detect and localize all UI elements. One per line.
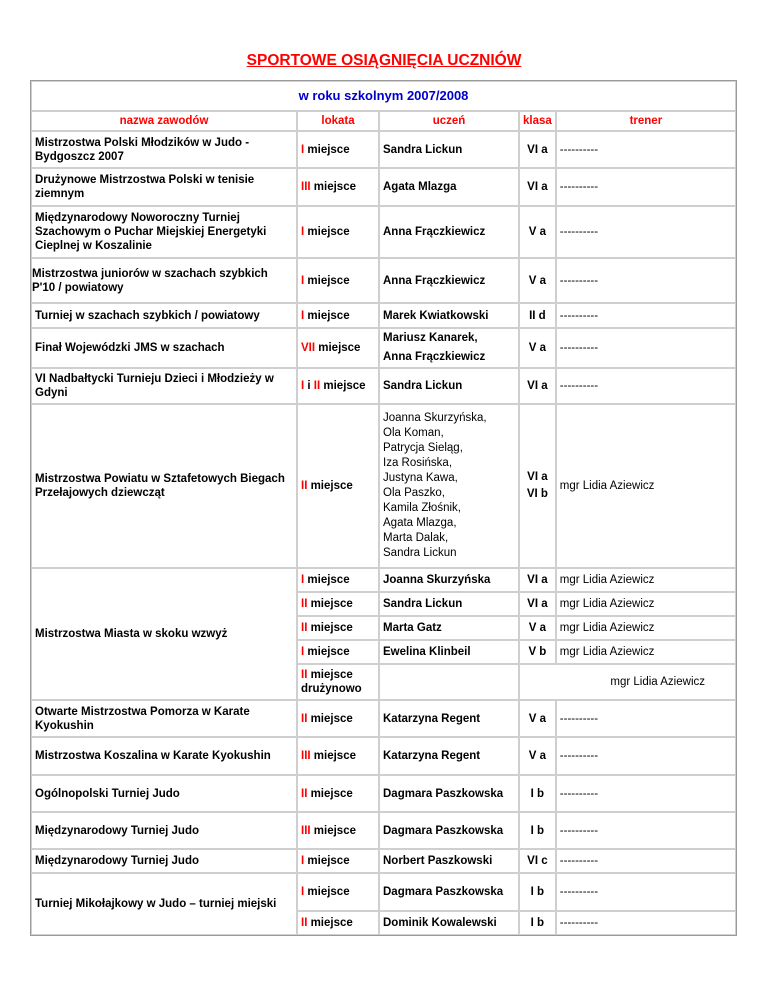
coach-name: mgr Lidia Aziewicz bbox=[556, 616, 736, 640]
placement-rank: II bbox=[313, 380, 321, 392]
competition-name: VI Nadbałtycki Turnieju Dzieci i Młodzieży w Gdyni bbox=[31, 368, 297, 404]
placement-suffix: miejsce bbox=[307, 917, 353, 929]
table-row bbox=[31, 849, 736, 873]
table-row bbox=[31, 131, 736, 168]
competition-name: Mistrzostwa Polski Młodzików w Judo - Bydgoszcz 2007 bbox=[31, 131, 297, 168]
coach-name: ---------- bbox=[556, 131, 736, 168]
placement bbox=[297, 258, 379, 303]
placement-suffix: miejsce bbox=[307, 598, 353, 610]
student-name: Ewelina Klinbeil bbox=[379, 640, 519, 664]
student-name-empty bbox=[379, 664, 519, 700]
placement-suffix: miejsce bbox=[307, 622, 353, 634]
student-name: Sandra Lickun bbox=[383, 547, 457, 559]
placement-suffix: miejsce bbox=[307, 712, 353, 725]
class-label: II d bbox=[519, 303, 556, 328]
coach-name: mgr Lidia Aziewicz bbox=[556, 404, 736, 568]
header-lokata: lokata bbox=[297, 111, 379, 131]
placement-rank: I bbox=[301, 380, 305, 392]
student-name: Norbert Paszkowski bbox=[379, 849, 519, 873]
class-label: V a bbox=[519, 737, 556, 775]
placement bbox=[297, 131, 379, 168]
table-row bbox=[31, 206, 736, 258]
competition-name: Mistrzostwa Koszalina w Karate Kyokushin bbox=[31, 737, 297, 775]
placement-rank: III bbox=[301, 824, 311, 837]
placement-suffix: miejsce bbox=[304, 886, 350, 898]
class-label: I b bbox=[519, 775, 556, 812]
class-label: VI a bbox=[519, 368, 556, 404]
placement-suffix: miejsce bbox=[304, 274, 350, 287]
student-name: Marta Dalak, bbox=[383, 532, 449, 544]
header-klasa: klasa bbox=[519, 111, 556, 131]
placement-rank: I bbox=[301, 574, 305, 586]
class-label: V b bbox=[519, 640, 556, 664]
student-name: Sandra Lickun bbox=[379, 368, 519, 404]
student-name: Dominik Kowalewski bbox=[379, 911, 519, 935]
student-name: Iza Rosińska, bbox=[383, 457, 453, 469]
placement-rank: II bbox=[301, 712, 308, 725]
student-name: Justyna Kawa, bbox=[383, 472, 458, 484]
placement bbox=[297, 368, 379, 404]
achievements-table bbox=[30, 80, 737, 936]
placement-rank: I bbox=[301, 646, 305, 658]
placement-suffix: miejsce bbox=[310, 824, 356, 837]
coach-name: mgr Lidia Aziewicz bbox=[556, 568, 736, 592]
placement-rank: III bbox=[301, 181, 311, 193]
class-labels bbox=[519, 404, 556, 568]
student-name: Katarzyna Regent bbox=[379, 700, 519, 737]
table-row bbox=[31, 404, 736, 568]
placement-connector: i bbox=[304, 380, 314, 392]
placement-suffix: miejsce bbox=[304, 143, 350, 156]
coach-name: mgr Lidia Aziewicz bbox=[519, 664, 736, 700]
placement-suffix: miejsce bbox=[304, 309, 350, 322]
class-label: V a bbox=[519, 258, 556, 303]
placement-rank: I bbox=[301, 886, 305, 898]
competition-name: Mistrzostwa Powiatu w Sztafetowych Biegach Przełajowych dziewcząt bbox=[31, 404, 297, 568]
student-name: Katarzyna Regent bbox=[379, 737, 519, 775]
competition-name: Turniej Mikołajkowy w Judo – turniej miejski bbox=[31, 873, 297, 935]
placement bbox=[297, 168, 379, 206]
table-row bbox=[31, 303, 736, 328]
placement-rank: VII bbox=[301, 342, 316, 354]
coach-name: ---------- bbox=[556, 737, 736, 775]
placement-rank: II bbox=[301, 917, 308, 929]
class-label: VI a bbox=[519, 168, 556, 206]
class-label: VI b bbox=[526, 488, 548, 500]
placement-suffix: miejsce bbox=[304, 646, 350, 658]
class-label: V a bbox=[519, 328, 556, 368]
placement bbox=[297, 849, 379, 873]
student-name: Agata Mlazga, bbox=[383, 517, 457, 529]
placement-rank: II bbox=[301, 598, 308, 610]
coach-name: ---------- bbox=[556, 328, 736, 368]
competition-name: Ogólnopolski Turniej Judo bbox=[31, 775, 297, 812]
coach-name: mgr Lidia Aziewicz bbox=[556, 592, 736, 616]
student-name: Sandra Lickun bbox=[379, 131, 519, 168]
student-name: Agata Mlazga bbox=[379, 168, 519, 206]
competition-name: Mistrzostwa Miasta w skoku wzwyż bbox=[31, 568, 297, 700]
student-name: Ola Paszko, bbox=[383, 487, 445, 499]
coach-name: ---------- bbox=[556, 168, 736, 206]
student-name: Kamila Złośnik, bbox=[383, 502, 461, 514]
student-name: Anna Frączkiewicz bbox=[383, 351, 486, 363]
placement-suffix: miejsce bbox=[307, 669, 353, 681]
placement-suffix: miejsce bbox=[304, 855, 350, 867]
coach-name: ---------- bbox=[556, 812, 736, 849]
coach-name: ---------- bbox=[556, 911, 736, 935]
student-name: Anna Frączkiewicz bbox=[379, 206, 519, 258]
coach-name: ---------- bbox=[556, 849, 736, 873]
class-label: I b bbox=[519, 911, 556, 935]
competition-name: Drużynowe Mistrzostwa Polski w tenisie ziemnym bbox=[31, 168, 297, 206]
table-row bbox=[31, 168, 736, 206]
placement bbox=[297, 568, 379, 592]
class-label: VI a bbox=[519, 568, 556, 592]
student-name: Dagmara Paszkowska bbox=[379, 812, 519, 849]
placement bbox=[297, 640, 379, 664]
class-label: I b bbox=[519, 873, 556, 911]
placement-suffix: miejsce bbox=[307, 787, 353, 800]
placement-rank: II bbox=[301, 480, 308, 492]
coach-name: ---------- bbox=[556, 700, 736, 737]
student-name: Anna Frączkiewicz bbox=[379, 258, 519, 303]
placement-rank: I bbox=[301, 274, 305, 287]
student-name: Joanna Skurzyńska bbox=[379, 568, 519, 592]
competition-name: Turniej w szachach szybkich / powiatowy bbox=[31, 303, 297, 328]
table-subtitle: w roku szkolnym 2007/2008 bbox=[31, 81, 736, 111]
table-row bbox=[31, 873, 736, 911]
class-label: VI c bbox=[519, 849, 556, 873]
table-row bbox=[31, 368, 736, 404]
relay-team-members bbox=[379, 404, 519, 568]
placement-suffix: miejsce bbox=[310, 181, 356, 193]
placement-rank: II bbox=[301, 669, 308, 681]
placement bbox=[297, 700, 379, 737]
placement bbox=[297, 303, 379, 328]
placement bbox=[297, 616, 379, 640]
placement-suffix: miejsce bbox=[315, 342, 361, 354]
table-row bbox=[31, 737, 736, 775]
placement-rank: I bbox=[301, 855, 305, 867]
competition-name: Międzynarodowy Noworoczny Turniej Szachowym o Puchar Miejskiej Energetyki Cieplnej w Koszalinie bbox=[31, 206, 297, 258]
student-name: Dagmara Paszkowska bbox=[379, 873, 519, 911]
class-label: VI a bbox=[519, 592, 556, 616]
table-row bbox=[31, 700, 736, 737]
student-name: Dagmara Paszkowska bbox=[379, 775, 519, 812]
placement-rank: I bbox=[301, 143, 305, 156]
class-label: V a bbox=[519, 700, 556, 737]
placement-suffix: miejsce bbox=[310, 750, 356, 762]
table-row bbox=[31, 568, 736, 592]
coach-name: ---------- bbox=[556, 258, 736, 303]
column-headers bbox=[31, 111, 736, 131]
placement-rank: I bbox=[301, 226, 305, 238]
placement bbox=[297, 873, 379, 911]
placement bbox=[297, 328, 379, 368]
placement bbox=[297, 775, 379, 812]
header-trener: trener bbox=[556, 111, 736, 131]
placement-rank: II bbox=[301, 622, 308, 634]
coach-name: ---------- bbox=[556, 206, 736, 258]
table-row bbox=[31, 775, 736, 812]
student-name: Patrycja Sieląg, bbox=[383, 442, 463, 454]
header-uczen: uczeń bbox=[379, 111, 519, 131]
placement-suffix: miejsce bbox=[307, 480, 353, 492]
table-row bbox=[31, 328, 736, 368]
placement-team-label: drużynowo bbox=[301, 683, 362, 695]
student-name: Joanna Skurzyńska, bbox=[383, 412, 487, 424]
competition-name: Mistrzostwa juniorów w szachach szybkich P'10 / powiatowy bbox=[31, 258, 297, 303]
class-label: VI a bbox=[519, 131, 556, 168]
placement bbox=[297, 737, 379, 775]
competition-name: Otwarte Mistrzostwa Pomorza w Karate Kyokushin bbox=[31, 700, 297, 737]
placement-rank: I bbox=[301, 309, 305, 322]
student-names bbox=[379, 328, 519, 368]
placement bbox=[297, 206, 379, 258]
competition-name: Międzynarodowy Turniej Judo bbox=[31, 812, 297, 849]
placement bbox=[297, 812, 379, 849]
placement-suffix: miejsce bbox=[320, 380, 366, 392]
competition-name: Międzynarodowy Turniej Judo bbox=[31, 849, 297, 873]
page-title: SPORTOWE OSIĄGNIĘCIA UCZNIÓW bbox=[246, 52, 522, 69]
placement bbox=[297, 911, 379, 935]
student-name: Mariusz Kanarek, bbox=[383, 332, 478, 344]
coach-name: ---------- bbox=[556, 775, 736, 812]
class-label: I b bbox=[519, 812, 556, 849]
student-name: Ola Koman, bbox=[383, 427, 444, 439]
student-name: Marta Gatz bbox=[379, 616, 519, 640]
placement bbox=[297, 664, 379, 700]
coach-name: ---------- bbox=[556, 873, 736, 911]
placement-rank: II bbox=[301, 787, 308, 800]
class-label: VI a bbox=[527, 471, 548, 483]
placement-rank: III bbox=[301, 750, 311, 762]
coach-name: ---------- bbox=[556, 303, 736, 328]
placement bbox=[297, 404, 379, 568]
class-label: V a bbox=[519, 616, 556, 640]
competition-name: Finał Wojewódzki JMS w szachach bbox=[31, 328, 297, 368]
student-name: Sandra Lickun bbox=[379, 592, 519, 616]
student-name: Marek Kwiatkowski bbox=[379, 303, 519, 328]
class-label: V a bbox=[519, 206, 556, 258]
placement bbox=[297, 592, 379, 616]
header-nazwa: nazwa zawodów bbox=[31, 111, 297, 131]
placement-suffix: miejsce bbox=[304, 226, 350, 238]
coach-name: ---------- bbox=[556, 368, 736, 404]
table-row bbox=[31, 812, 736, 849]
placement-suffix: miejsce bbox=[304, 574, 350, 586]
table-row bbox=[31, 258, 736, 303]
coach-name: mgr Lidia Aziewicz bbox=[556, 640, 736, 664]
